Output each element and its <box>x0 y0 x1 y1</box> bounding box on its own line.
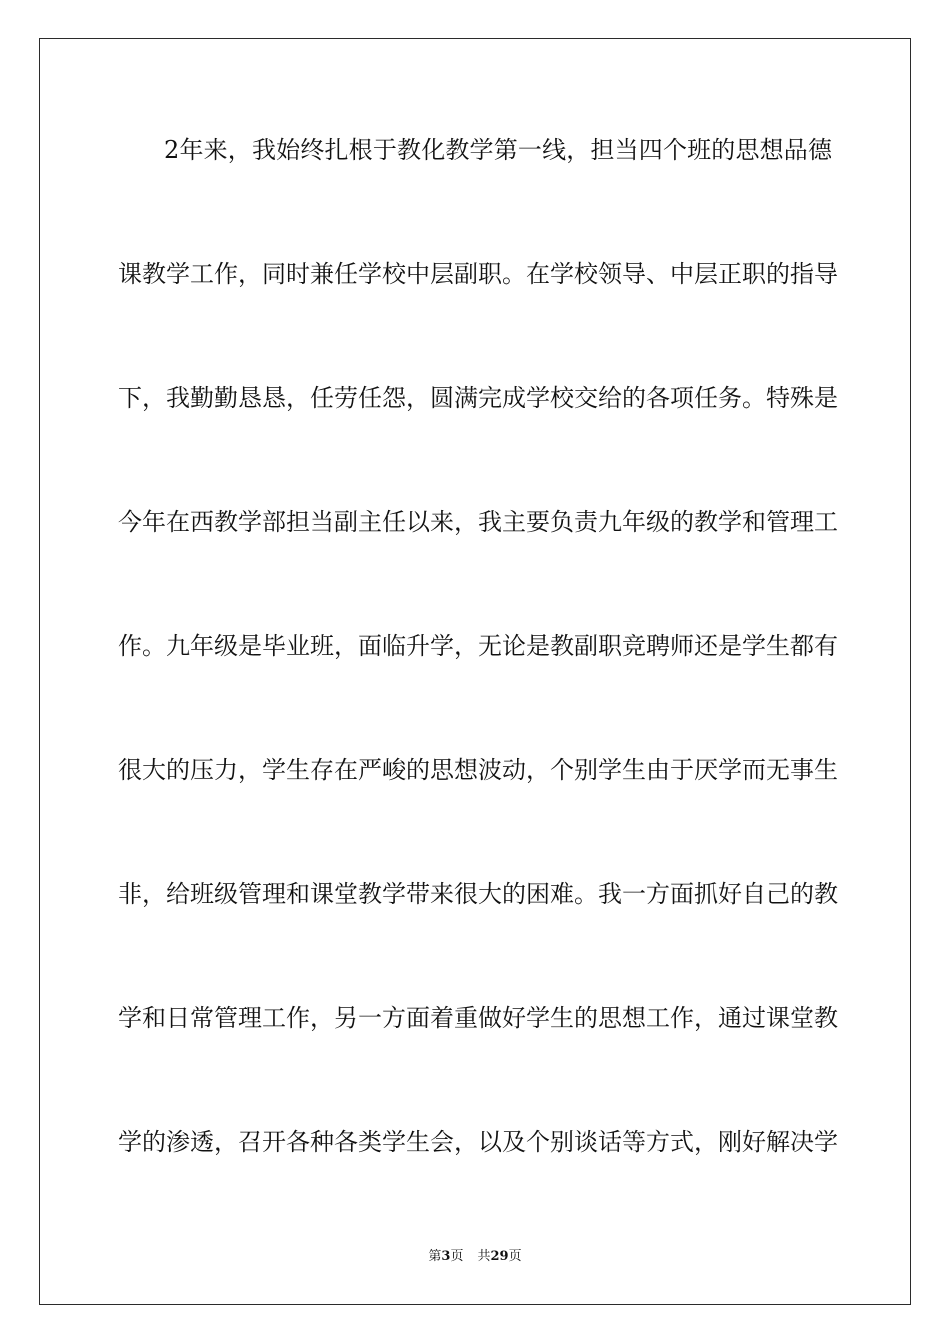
text-line: 今年在西教学部担当副主任以来，我主要负责九年级的教学和管理工 <box>118 508 838 536</box>
text-line: 作。九年级是毕业班，面临升学，无论是教副职竞聘师还是学生都有 <box>118 632 838 660</box>
page-border <box>39 38 911 1305</box>
text-line: 非，给班级管理和课堂教学带来很大的困难。我一方面抓好自己的教 <box>118 880 838 908</box>
total-prefix: 共 <box>477 1249 491 1264</box>
page-prefix: 第 <box>428 1249 442 1264</box>
text-line: 学和日常管理工作，另一方面着重做好学生的思想工作，通过课堂教 <box>118 1004 838 1032</box>
text-line: 很大的压力，学生存在严峻的思想波动，个别学生由于厌学而无事生 <box>118 756 838 784</box>
page-suffix: 页 <box>450 1249 464 1264</box>
current-page-number: 3 <box>441 1249 451 1264</box>
text-line: 2年来，我始终扎根于教化教学第一线，担当四个班的思想品德 <box>164 136 832 164</box>
text-line: 课教学工作，同时兼任学校中层副职。在学校领导、中层正职的指导 <box>118 260 838 288</box>
total-page-count: 29 <box>490 1249 509 1264</box>
text-line: 下，我勤勤恳恳，任劳任怨，圆满完成学校交给的各项任务。特殊是 <box>118 384 838 412</box>
text-line: 学的渗透，召开各种各类学生会，以及个别谈话等方式，刚好解决学 <box>118 1128 838 1156</box>
total-suffix: 页 <box>508 1249 522 1264</box>
page-number-footer <box>0 1248 950 1266</box>
